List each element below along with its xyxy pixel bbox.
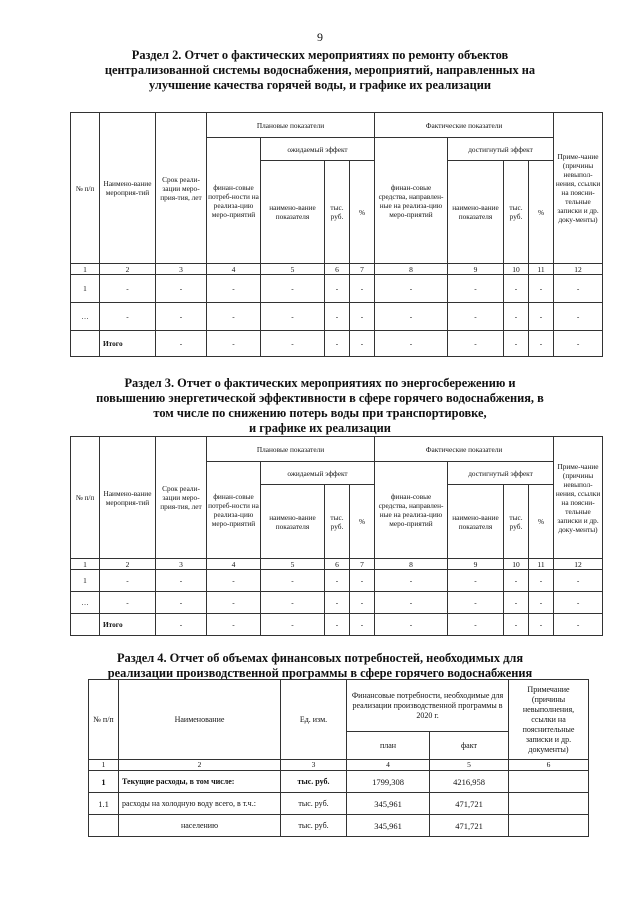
row-name: населению (119, 815, 281, 837)
table-cell: - (207, 275, 261, 303)
header-term: Срок реали-зации меро-прия-тия, лет (156, 113, 207, 264)
page-number: 9 (317, 30, 323, 44)
table-cell: - (100, 592, 156, 614)
row-name: расходы на холодную воду всего, в т.ч.: (119, 793, 281, 815)
col-number: 4 (347, 760, 430, 771)
header-unit: Ед. изм. (281, 680, 347, 760)
header-fin-plan: финан-совые потреб-ности на реализа-цию меро-приятий (207, 138, 261, 264)
col-number: 5 (261, 264, 325, 275)
col-number: 7 (350, 559, 375, 570)
total-label: Итого (100, 331, 156, 357)
row-num: 1.1 (89, 793, 119, 815)
row-note (509, 771, 589, 793)
section2-title-line: улучшение качества горячей воды, и графике их реализации (148, 78, 492, 92)
table-cell: - (448, 331, 504, 357)
table-cell: … (71, 303, 100, 331)
table-cell: - (350, 275, 375, 303)
table-row (89, 815, 589, 837)
table-cell: - (350, 614, 375, 636)
section2-title (60, 48, 580, 93)
table-cell: - (207, 331, 261, 357)
row-unit: тыс. руб. (281, 815, 347, 837)
header-num: № п/п (71, 113, 100, 264)
row-plan: 1799,308 (347, 771, 430, 793)
row-num: 1 (89, 771, 119, 793)
col-number: 5 (261, 559, 325, 570)
table-cell: - (504, 331, 529, 357)
table-cell: - (100, 570, 156, 592)
table-cell: - (261, 331, 325, 357)
header-expected-effect: ожидаемый эффект (261, 138, 375, 161)
col-number: 4 (207, 264, 261, 275)
table-cell: - (350, 331, 375, 357)
table-cell: - (261, 614, 325, 636)
header-fact: факт (430, 732, 509, 760)
col-number: 3 (281, 760, 347, 771)
col-number: 7 (350, 264, 375, 275)
col-number: 4 (207, 559, 261, 570)
table-cell (71, 331, 100, 357)
header-achieved-effect: достигнутый эффект (448, 462, 554, 485)
header-fin-fact: финан-совые средства, направлен-ные на реализа-цию меро-приятий (375, 138, 448, 264)
row-note (509, 815, 589, 837)
col-number: 3 (156, 559, 207, 570)
table-cell: - (156, 570, 207, 592)
table-cell: - (100, 303, 156, 331)
table-cell: - (504, 614, 529, 636)
table-cell: 1 (71, 570, 100, 592)
header-note: Приме-чание (причины невыпол-нения, ссылки на поясни-тельные записки и др. доку-менты) (554, 113, 603, 264)
table-row (71, 275, 603, 303)
col-number: 10 (504, 264, 529, 275)
table-cell: - (156, 331, 207, 357)
table-cell: - (156, 592, 207, 614)
table-cell: - (448, 570, 504, 592)
total-label: Итого (100, 614, 156, 636)
table-cell: - (261, 303, 325, 331)
row-unit: тыс. руб. (281, 771, 347, 793)
table-cell: - (529, 331, 554, 357)
table-cell: - (529, 614, 554, 636)
table-cell: - (261, 570, 325, 592)
table-cell: - (529, 275, 554, 303)
header-thous-rub: тыс. руб. (504, 485, 529, 559)
col-number: 9 (448, 559, 504, 570)
table-cell: 1 (71, 275, 100, 303)
header-num: № п/п (71, 437, 100, 559)
section3-title-line: и графике их реализации (249, 421, 391, 435)
row-note (509, 793, 589, 815)
row-plan: 345,961 (347, 815, 430, 837)
col-number: 10 (504, 559, 529, 570)
col-number: 5 (430, 760, 509, 771)
header-fin-needs: Финансовые потребности, необходимые для реализации производственной программы в 2020 г. (347, 680, 509, 732)
col-number: 2 (100, 264, 156, 275)
header-thous-rub: тыс. руб. (325, 161, 350, 264)
table-row (71, 592, 603, 614)
table-row (71, 303, 603, 331)
table-cell: - (350, 303, 375, 331)
header-fin-plan: финан-совые потреб-ности на реализа-цию меро-приятий (207, 462, 261, 559)
table-cell: - (529, 570, 554, 592)
section3-title-line: том числе по снижению потерь воды при транспортировке, (153, 406, 487, 420)
table-cell: - (350, 592, 375, 614)
header-note: Примечание (причины невыполнения, ссылки на пояснительные записки и др. документы) (509, 680, 589, 760)
table-cell: - (448, 303, 504, 331)
header-thous-rub: тыс. руб. (504, 161, 529, 264)
table-cell: - (207, 592, 261, 614)
row-fact: 471,721 (430, 793, 509, 815)
section4-title-line: реализации производственной программы в сфере горячего водоснабжения (107, 666, 533, 680)
table-cell: - (529, 592, 554, 614)
table-cell: - (261, 275, 325, 303)
header-plan-group: Плановые показатели (207, 113, 375, 138)
header-expected-effect: ожидаемый эффект (261, 462, 375, 485)
row-num (89, 815, 119, 837)
row-plan: 345,961 (347, 793, 430, 815)
table-cell: - (554, 592, 603, 614)
header-name-indicator: наимено-вание показателя (261, 161, 325, 264)
header-name: Наименование (119, 680, 281, 760)
header-num: № п/п (89, 680, 119, 760)
table-row (71, 570, 603, 592)
section3-table (70, 436, 603, 636)
table-cell: - (554, 570, 603, 592)
row-name: Текущие расходы, в том числе: (119, 771, 281, 793)
table-cell: - (554, 614, 603, 636)
header-percent: % (350, 485, 375, 559)
header-percent: % (350, 161, 375, 264)
table-cell: - (554, 275, 603, 303)
col-number: 6 (509, 760, 589, 771)
table-cell: - (375, 275, 448, 303)
header-thous-rub: тыс. руб. (325, 485, 350, 559)
table-cell: - (504, 303, 529, 331)
table-cell: - (504, 570, 529, 592)
header-fact-group: Фактические показатели (375, 113, 554, 138)
table-cell (71, 614, 100, 636)
table-cell: - (448, 614, 504, 636)
section4-table (88, 679, 589, 837)
table-cell: - (504, 592, 529, 614)
col-number: 6 (325, 264, 350, 275)
section4-title (60, 651, 580, 681)
table-cell: - (375, 592, 448, 614)
col-number: 8 (375, 559, 448, 570)
col-number: 1 (89, 760, 119, 771)
table-row-total (71, 331, 603, 357)
col-number: 11 (529, 559, 554, 570)
section4-title-line: Раздел 4. Отчет об объемах финансовых потребностей, необходимых для (116, 651, 524, 665)
table-cell: - (207, 614, 261, 636)
row-unit: тыс. руб. (281, 793, 347, 815)
table-cell: - (325, 614, 350, 636)
header-plan-group: Плановые показатели (207, 437, 375, 462)
row-fact: 471,721 (430, 815, 509, 837)
section2-table (70, 112, 603, 357)
table-cell: - (554, 331, 603, 357)
row-fact: 4216,958 (430, 771, 509, 793)
table-cell: - (207, 570, 261, 592)
header-achieved-effect: достигнутый эффект (448, 138, 554, 161)
table-cell: - (325, 331, 350, 357)
col-number: 12 (554, 264, 603, 275)
col-number: 12 (554, 559, 603, 570)
header-plan: план (347, 732, 430, 760)
col-number: 3 (156, 264, 207, 275)
col-number: 8 (375, 264, 448, 275)
section2-title-line: централизованной системы водоснабжения, мероприятий, направленных на (104, 63, 536, 77)
table-cell: … (71, 592, 100, 614)
table-cell: - (375, 331, 448, 357)
table-cell: - (529, 303, 554, 331)
table-cell: - (325, 570, 350, 592)
header-fact-group: Фактические показатели (375, 437, 554, 462)
table-cell: - (350, 570, 375, 592)
col-number: 2 (119, 760, 281, 771)
col-number: 9 (448, 264, 504, 275)
header-name-indicator: наимено-вание показателя (448, 485, 504, 559)
table-cell: - (375, 570, 448, 592)
table-cell: - (448, 592, 504, 614)
col-number: 6 (325, 559, 350, 570)
table-row (89, 771, 589, 793)
table-cell: - (325, 303, 350, 331)
table-cell: - (554, 303, 603, 331)
table-cell: - (156, 275, 207, 303)
section3-title (60, 376, 580, 436)
table-cell: - (375, 614, 448, 636)
section3-title-line: повышению энергетической эффективности в сфере горячего водоснабжения, в (96, 391, 544, 405)
header-percent: % (529, 161, 554, 264)
section2-title-line: Раздел 2. Отчет о фактических мероприятиях по ремонту объектов (131, 48, 509, 62)
header-name-indicator: наимено-вание показателя (261, 485, 325, 559)
col-number: 1 (71, 559, 100, 570)
table-row (89, 793, 589, 815)
header-fin-fact: финан-совые средства, направлен-ные на реализа-цию меро-приятий (375, 462, 448, 559)
header-name: Наимено-вание мероприя-тий (100, 113, 156, 264)
table-cell: - (261, 592, 325, 614)
table-cell: - (100, 275, 156, 303)
col-number: 1 (71, 264, 100, 275)
table-cell: - (448, 275, 504, 303)
table-cell: - (375, 303, 448, 331)
table-cell: - (504, 275, 529, 303)
table-row-total (71, 614, 603, 636)
table-cell: - (156, 614, 207, 636)
header-percent: % (529, 485, 554, 559)
header-term: Срок реали-зации меро-прия-тия, лет (156, 437, 207, 559)
table-cell: - (325, 592, 350, 614)
section3-title-line: Раздел 3. Отчет о фактических мероприятиях по энергосбережению и (124, 376, 516, 390)
header-name-indicator: наимено-вание показателя (448, 161, 504, 264)
col-number: 11 (529, 264, 554, 275)
table-cell: - (325, 275, 350, 303)
header-note: Приме-чание (причины невыпол-нения, ссылки на поясни-тельные записки и др. доку-менты) (554, 437, 603, 559)
table-cell: - (156, 303, 207, 331)
header-name: Наимено-вание мероприя-тий (100, 437, 156, 559)
col-number: 2 (100, 559, 156, 570)
table-cell: - (207, 303, 261, 331)
